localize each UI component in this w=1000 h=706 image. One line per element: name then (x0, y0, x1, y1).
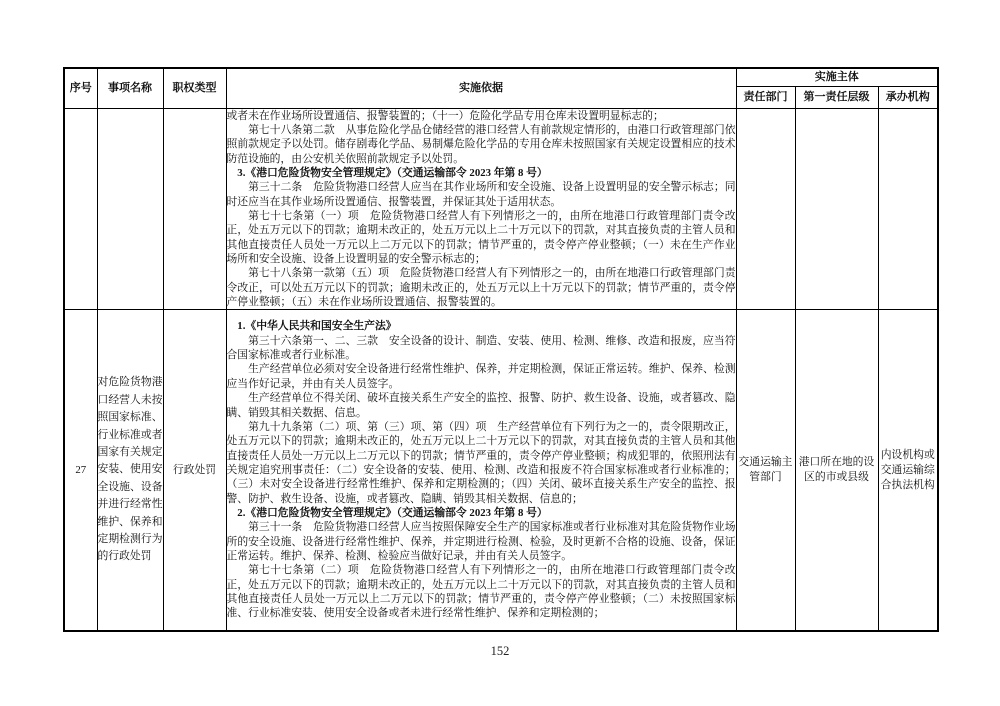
col-header-item-name: 事项名称 (97, 68, 163, 108)
legal-basis-cell (226, 108, 736, 310)
serial-number-cell: 27 (64, 310, 97, 631)
law-paragraph: 第三十二条 危险货物港口经营人应当在其作业场所和安全设施、设备上设置明显的安全警示标志；同时还应当在其作业场所设置通信、报警装置，并保证其处于适用状态。 (226, 181, 736, 208)
col-header-implementation-subject: 实施主体 (736, 68, 938, 86)
table-row-continuation (64, 108, 938, 310)
item-name-cell (97, 108, 163, 310)
col-header-first-responsibility-level: 第一责任层级 (795, 86, 878, 108)
serial-number-cell (64, 108, 97, 310)
handling-agency-cell (878, 108, 938, 310)
responsible-department-cell (736, 108, 795, 310)
col-header-implementation-basis: 实施依据 (226, 68, 736, 108)
responsible-department-cell: 交通运输主管部门 (736, 310, 795, 631)
handling-agency-cell: 内设机构或交通运输综合执法机构 (878, 310, 938, 631)
law-paragraph: 第七十八条第二款 从事危险化学品仓储经营的港口经营人有前款规定情形的，由港口行政管理部门依照前款规定予以处罚。储存剧毒化学品、易制爆危险化学品的专用仓库未按照国家有关规定设置相应的技术防范设施的，由公安机关依照前款规定予以处罚。 (226, 123, 736, 165)
law-paragraph: 第三十六条第一、二、三款 安全设备的设计、制造、安装、使用、检测、维修、改造和报废，应当符合国家标准或者行业标准。 (226, 334, 736, 362)
law-paragraph: 第七十七条第（二）项 危险货物港口经营人有下列情形之一的，由所在地港口行政管理部门责令改正，处五万元以下的罚款；逾期未改正的，处五万元以上二十万元以下的罚款，对其直接负责的主管人员和其他直接责任人员处一万元以上二万元以下的罚款；情节严重的，责令停产停业整顿；（二）未按照国家标准、行业标准安装、使用安全设备或者未进行经常性维护、保养和定期检测的； (226, 564, 736, 620)
powers-table (63, 67, 939, 632)
legal-basis-cell (226, 310, 736, 631)
law-paragraph: 或者未在作业场所设置通信、报警装置的；（十一）危险化学品专用仓库未设置明显标志的； (226, 109, 664, 122)
law-paragraph: 生产经营单位不得关闭、破坏直接关系生产安全的监控、报警、防护、救生设备、设施，或者篡改、隐瞒、销毁其相关数据、信息。 (226, 392, 736, 419)
page-number: 152 (490, 644, 510, 658)
table-row-27 (64, 310, 938, 631)
law-paragraph: 生产经营单位必须对安全设备进行经常性维护、保养，并定期检测，保证正常运转。维护、保养、检测应当作好记录，并由有关人员签字。 (226, 363, 736, 390)
item-name-cell: 对危险货物港口经营人未按照国家标准、行业标准或者国家有关规定安装、使用安全设施、设备并进行经常性维护、保养和定期检测行为的行政处罚 (97, 310, 163, 631)
responsibility-level-cell (795, 108, 878, 310)
col-header-authority-type: 职权类型 (163, 68, 226, 108)
col-header-handling-agency: 承办机构 (878, 86, 938, 108)
law-paragraph: 2.《港口危险货物安全管理规定》（交通运输部令 2023 年第 8 号） (237, 506, 548, 519)
header-row-1 (64, 68, 938, 86)
col-header-serial-number: 序号 (64, 68, 97, 108)
law-paragraph: 3.《港口危险货物安全管理规定》（交通运输部令 2023 年第 8 号） (237, 166, 548, 179)
law-paragraph: 1.《中华人民共和国安全生产法》 (237, 320, 397, 333)
law-paragraph: 第七十七条第（一）项 危险货物港口经营人有下列情形之一的，由所在地港口行政管理部门责令改正，处五万元以下的罚款；逾期未改正的，处五万元以上二十万元以下的罚款，对其直接负责的主管人员和其他直接责任人员处一万元以上二万元以下的罚款；情节严重的，责令停产停业整顿；（一）未在生产作业场所和安全设施、设备上设置明显的安全警示标志的； (226, 209, 736, 265)
col-header-responsible-department: 责任部门 (736, 86, 795, 108)
law-paragraph: 第三十一条 危险货物港口经营人应当按照保障安全生产的国家标准或者行业标准对其危险货物作业场所的安全设施、设备进行经常性维护、保养，并定期进行检测、检验，及时更新不合格的设施、设备，保证正常运转。维护、保养、检测、检验应当做好记录，并由有关人员签字。 (226, 521, 736, 562)
authority-type-cell: 行政处罚 (163, 310, 226, 631)
law-paragraph: 第七十八条第一款第（五）项 危险货物港口经营人有下列情形之一的，由所在地港口行政管理部门责令改正，可以处五万元以下的罚款；逾期未改正的，处五万元以上十万元以下的罚款；情节严重的，责令停产停业整顿；（五）未在作业场所设置通信、报警装置的。 (226, 267, 736, 308)
law-paragraph: 第九十九条第（二）项、第（三）项、第（四）项 生产经营单位有下列行为之一的，责令限期改正，处五万元以下的罚款；逾期未改正的，处五万元以上二十万元以下的罚款，对其直接负责的主管人员和其他直接责任人员处一万元以上二万元以下的罚款；情节严重的，责令停产停业整顿；构成犯罪的，依照刑法有关规定追究刑事责任：（二）安全设备的安装、使用、检测、改造和报废不符合国家标准或者行业标准的；（三）未对安全设备进行经常性维护、保养和定期检测的；（四）关闭、破坏直接关系生产安全的监控、报警、防护、救生设备、设施，或者篡改、隐瞒、销毁其相关数据、信息的； (226, 420, 736, 505)
responsibility-level-cell: 港口所在地的设区的市或县级 (795, 310, 878, 631)
authority-type-cell (163, 108, 226, 310)
